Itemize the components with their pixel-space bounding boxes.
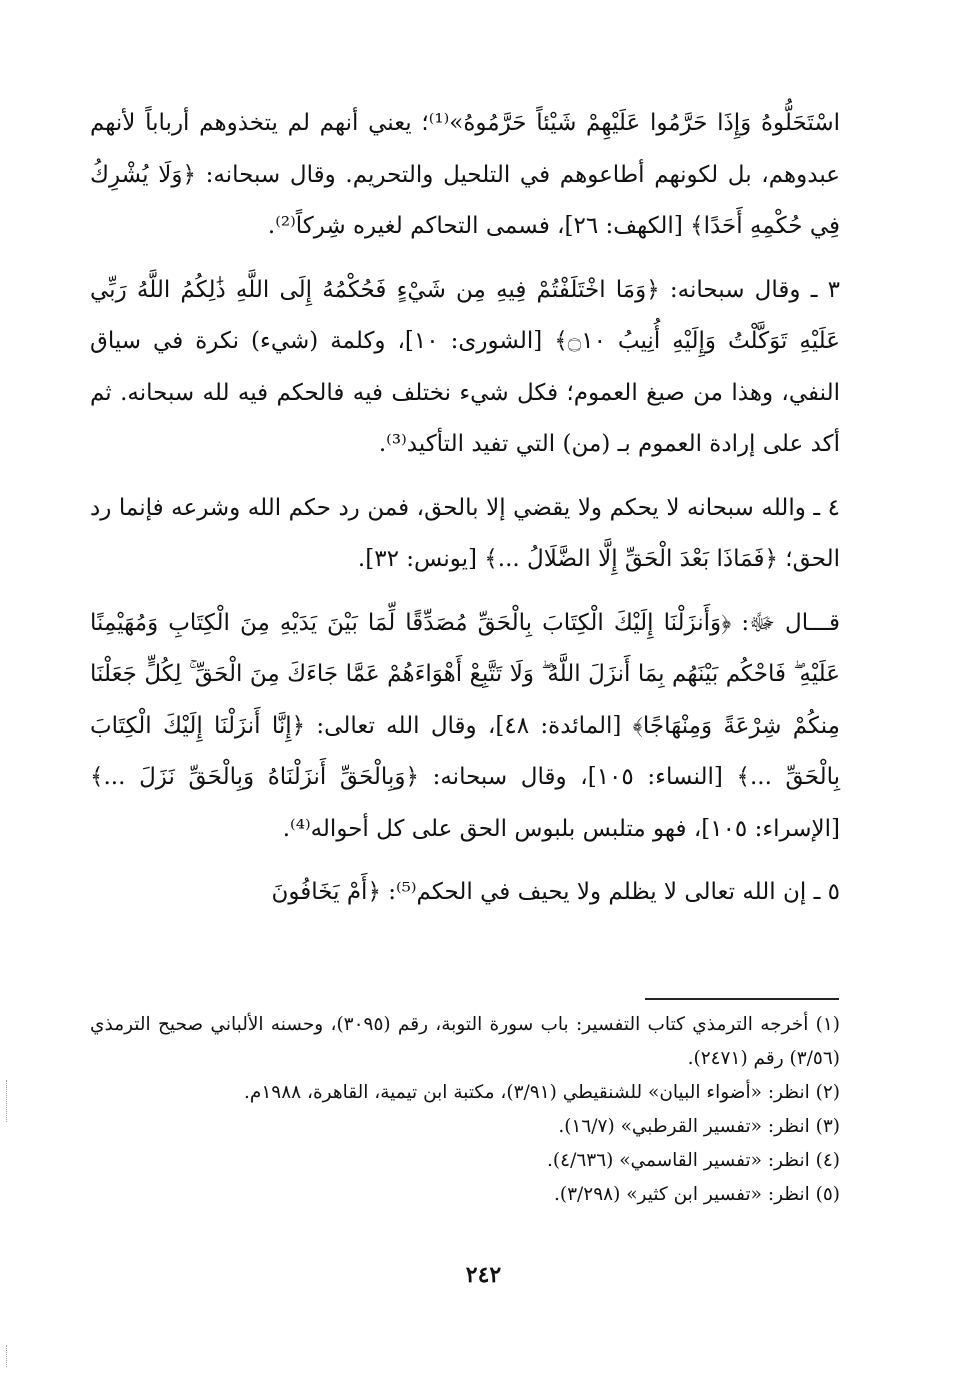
paragraph: قـــال ﷻ: ﴿وَأَنزَلْنَا إِلَيْكَ الْكِتَابَ بِالْحَقِّ مُصَدِّقًا لِّمَا بَيْنَ يَدَيْهِ مِنَ الْكِتَابِ وَمُهَيْمِنًا عَلَيْهِ ۖ فَاحْكُم بَيْنَهُم بِمَا أَنزَلَ اللَّهُ ۖ وَلَا تَتَّبِعْ أَهْوَاءَهُمْ عَمَّا جَاءَكَ مِنَ الْحَقِّ ۚ لِكُلٍّ جَعَلْنَا مِنكُمْ شِرْعَةً وَمِنْهَاجًا﴾ [المائدة: ٤٨]، وقال الله تعالى: ﴿إِنَّا أَنزَلْنَا إِلَيْكَ الْكِتَابَ بِالْحَقِّ ...﴾ [النساء: ١٠٥]، وقال سبحانه: ﴿وَبِالْحَقِّ أَنزَلْنَاهُ وَبِالْحَقِّ نَزَلَ ...﴾ [الإسراء: ١٠٥]، فهو متلبس بلبوس الحق على كل أحواله⁽⁴⁾. bbox=[90, 609, 840, 842]
footnotes bbox=[90, 1008, 840, 1212]
page-number: ٢٤٢ bbox=[465, 1262, 502, 1288]
scan-edge-mark bbox=[6, 1080, 9, 1122]
main-text bbox=[90, 98, 840, 931]
footnote: (٣) انظر: «تفسير القرطبي» (١٦/٧). bbox=[558, 1116, 840, 1137]
footnote: (٢) انظر: «أضواء البيان» للشنقيطي (٣/٩١)، مكتبة ابن تيمية، القاهرة، ١٩٨٨م. bbox=[244, 1082, 840, 1103]
paragraph: ٤ ـ والله سبحانه لا يحكم ولا يقضي إلا بالحق، فمن رد حكم الله وشرعه فإنما رد الحق؛ ﴿فَمَاذَا بَعْدَ الْحَقِّ إِلَّا الضَّلَالُ ...﴾ [يونس: ٣٢]. bbox=[90, 494, 840, 572]
footnote: (٥) انظر: «تفسير ابن كثير» (٣/٢٩٨). bbox=[554, 1184, 840, 1205]
paragraph: ٣ ـ وقال سبحانه: ﴿وَمَا اخْتَلَفْتُمْ فِيهِ مِن شَيْءٍ فَحُكْمُهُ إِلَى اللَّهِ ذَٰلِكُمُ اللَّهُ رَبِّي عَلَيْهِ تَوَكَّلْتُ وَإِلَيْهِ أُنِيبُ ۝١٠﴾ [الشورى: ١٠]، وكلمة (شيء) نكرة في سياق النفي، وهذا من صيغ العموم؛ فكل شيء نختلف فيه فالحكم فيه لله سبحانه. ثم أكد على إرادة العموم بـ (من) التي تفيد التأكيد⁽³⁾. bbox=[90, 276, 841, 457]
footnote: (١) أخرجه الترمذي كتاب التفسير: باب سورة التوبة، رقم (٣٠٩٥)، وحسنه الألباني صحيح الترمذي (٣/٥٦) رقم (٢٤٧١). bbox=[90, 1014, 840, 1069]
footnote: (٤) انظر: «تفسير القاسمي» (٤/٦٣٦). bbox=[547, 1150, 840, 1171]
paragraph: اسْتَحَلُّوهُ وَإِذَا حَرَّمُوا عَلَيْهِمْ شَيْئاً حَرَّمُوهُ»⁽¹⁾؛ يعني أنهم لم يتخذوهم أرباباً لأنهم عبدوهم، بل لكونهم أطاعوهم في التلحيل والتحريم. وقال سبحانه: ﴿وَلَا يُشْرِكُ فِي حُكْمِهِ أَحَدًا﴾ [الكهف: ٢٦]، فسمى التحاكم لغيره شِركاً⁽²⁾. bbox=[90, 110, 840, 239]
footnote-separator bbox=[645, 998, 839, 1000]
scan-edge-mark bbox=[6, 1345, 9, 1367]
paragraph: ٥ ـ إن الله تعالى لا يظلم ولا يحيف في الحكم⁽⁵⁾: ﴿أَمْ يَخَافُونَ bbox=[271, 879, 840, 905]
